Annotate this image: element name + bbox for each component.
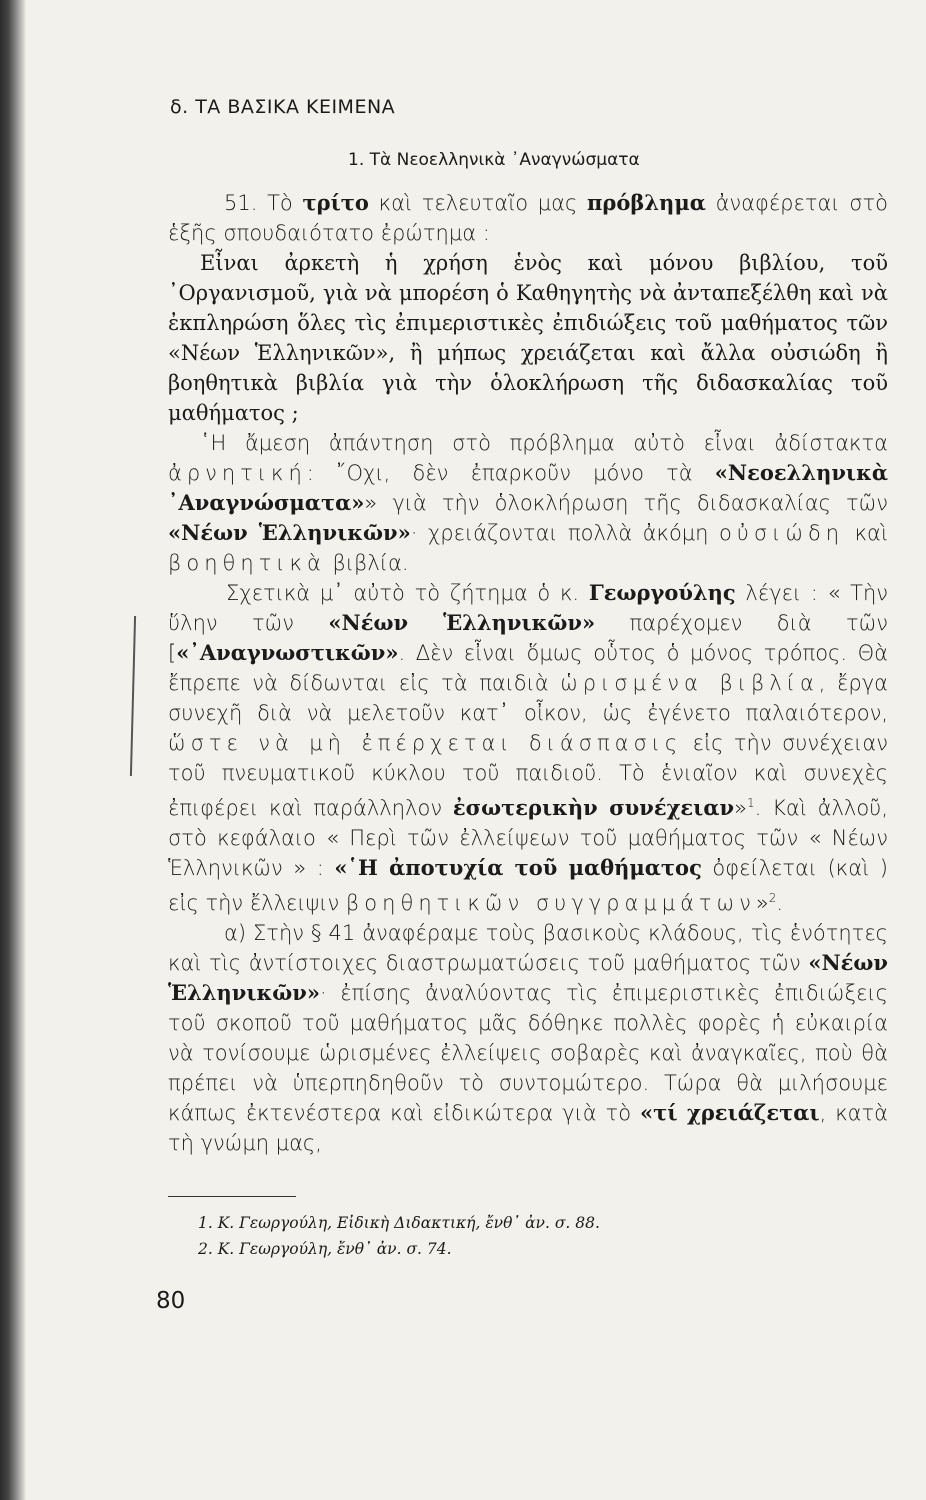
paragraph-51: 51. Τὸ τρίτο καὶ τελευταῖο μας πρόβλημα ἀναφέρεται στὸ ἑξῆς σπουδαιότατο ἐρώτημα : [168, 190, 888, 245]
footnote: 2. Κ. Γεωργούλη, ἔνθ᾿ ἀν. σ. 74. [198, 1240, 452, 1258]
footnote: 1. Κ. Γεωργούλη, Εἰδικὴ Διδακτική, ἔνθ᾿ ἀν. σ. 88. [198, 1214, 600, 1232]
page-number: 80 [156, 1288, 186, 1314]
georgoulis-paragraph: Σχετικὰ μ᾿ αὐτὸ τὸ ζήτημα ὁ κ. Γεωργούλης λέγει : « Τὴν ὕλην τῶν «Νέων Ἑλληνικῶν» παρέχομεν διὰ τῶν [«᾿Αναγνωστικῶν». Δὲν εἶναι ὅμως οὗτος ὁ μόνος τρόπος. Θὰ ἔπρεπε νὰ δίδωνται εἰς τὰ παιδιὰ ὡρισμένα βιβλία, ἔργα συνεχῆ διὰ νὰ μελετοῦν κατ᾿ οἶκον, ὡς ἐγένετο παλαιότερον, ὥστε νὰ μὴ ἐπέρχεται διάσπασις εἰς τὴν συνέχειαν τοῦ πνευματικοῦ κύκλου τοῦ παιδιοῦ. Τὸ ἑνιαῖον καὶ συνεχὲς ἐπιφέρει καὶ παράλληλον ἐσωτερικὴν συνέχειαν»$^1$. Καὶ ἀλλοῦ, στὸ κεφάλαιο « Περὶ τῶν ἐλλείψεων τοῦ μαθήματος τῶν « Νέων Ἑλληνικῶν » : «῾Η ἀποτυχία τοῦ μαθήματος ὀφείλεται (καὶ ) εἰς τὴν ἔλλειψιν βοηθητικῶν συγγραμμάτων»$^2$. [168, 580, 889, 915]
running-head: δ. ΤΑ ΒΑΣΙΚΑ ΚΕΙΜΕΝΑ [170, 96, 396, 118]
question-paragraph: Εἶναι ἀρκετὴ ἡ χρήση ἑνὸς καὶ μόνου βιβλίου, τοῦ ᾿Οργανισμοῦ, γιὰ νὰ μπορέση ὁ Καθηγητὴς νὰ ἀνταπεξέλθη καὶ νὰ ἐκπληρώση ὅλες τὶς ἐπιμεριστικὲς ἐπιδιώξεις τοῦ μαθήματος τῶν «Νέων Ἑλληνικῶν», ἢ μήπως χρειάζεται καὶ ἄλλα οὐσιώδη ἢ βοηθητικὰ βιβλία γιὰ τὴν ὁλοκλήρωση τῆς διδασκαλίας τοῦ μαθήματος ; [168, 251, 888, 425]
footnotes [198, 1210, 858, 1262]
answer-paragraph: ῾Η ἄμεση ἀπάντηση στὸ πρόβλημα αὐτὸ εἶναι ἀδίστακτα ἀρνητική: ῎Οχι, δὲν ἐπαρκοῦν μόνο τὰ «Νεοελληνικὰ ᾿Αναγνώσματα»» γιὰ τὴν ὁλοκλήρωση τῆς διδασκαλίας τῶν «Νέων Ἑλληνικῶν»· χρειάζονται πολλὰ ἀκόμη οὐσιώδη καὶ βοηθητικὰ βιβλία. [168, 431, 888, 575]
margin-pencil-mark [130, 616, 136, 776]
page-binding-edge [0, 0, 26, 1500]
footnote-ref-2: 2 [768, 891, 777, 905]
footnote-ref-1: 1 [746, 796, 755, 810]
footnote-rule [168, 1196, 296, 1197]
section-title: 1. Τὰ Νεοελληνικὰ ᾿Αναγνώσματα [348, 150, 640, 170]
body-text [168, 188, 888, 1158]
paragraph-alpha: α) Στὴν § 41 ἀναφέραμε τοὺς βασικοὺς κλάδους, τὶς ἑνότητες καὶ τὶς ἀντίστοιχες διαστρωματώσεις τοῦ μαθήματος τῶν «Νέων Ἑλληνικῶν»· ἐπίσης ἀναλύοντας τὶς ἐπιμεριστικὲς ἐπιδιώξεις τοῦ σκοποῦ τοῦ μαθήματος μᾶς δόθηκε πολλὲς φορὲς ἡ εὐκαιρία νὰ τονίσουμε ὡρισμένες ἐλλείψεις σοβαρὲς καὶ ἀναγκαῖες, ποὺ θὰ πρέπει νὰ ὑπερπηδηθοῦν τὸ συντομώτερο. Τώρα θὰ μιλήσουμε κάπως ἐκτενέστερα καὶ εἰδικώτερα γιὰ τὸ «τί χρειάζεται, κατὰ τὴ γνώμη μας, [168, 921, 889, 1155]
